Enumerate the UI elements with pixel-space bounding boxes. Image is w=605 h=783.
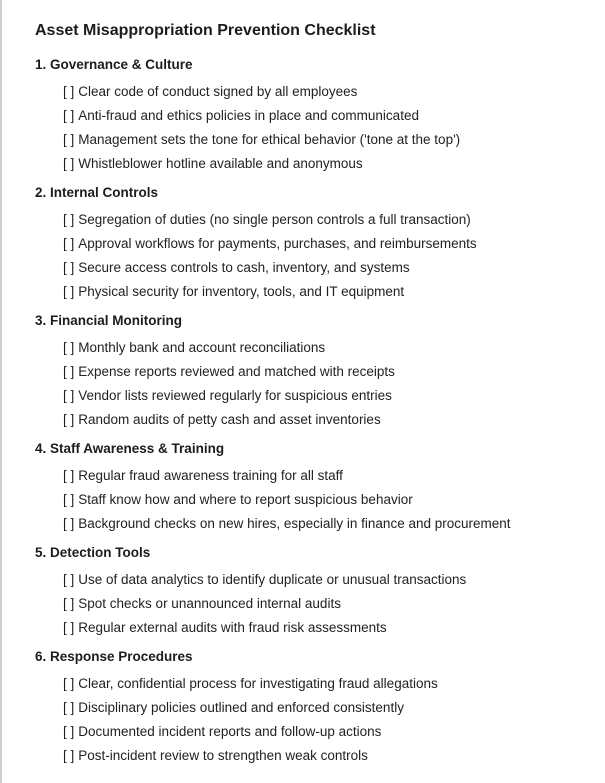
checklist-item-text: Post-incident review to strengthen weak controls bbox=[78, 748, 368, 763]
checklist-item bbox=[63, 725, 585, 739]
checklist-item-text: Secure access controls to cash, inventory, and systems bbox=[78, 260, 410, 275]
checklist-item bbox=[63, 517, 585, 531]
section-detection-tools bbox=[35, 545, 585, 635]
checklist-item-text: Clear, confidential process for investigating fraud allegations bbox=[78, 676, 438, 691]
checklist-item bbox=[63, 677, 585, 691]
checkbox-marker: [ ] bbox=[63, 108, 75, 123]
section-items bbox=[63, 213, 585, 299]
section-staff-awareness-training bbox=[35, 441, 585, 531]
checkbox-marker: [ ] bbox=[63, 468, 75, 483]
checklist-item-text: Physical security for inventory, tools, and IT equipment bbox=[78, 284, 405, 299]
checkbox-marker: [ ] bbox=[63, 596, 75, 611]
checklist-item bbox=[63, 389, 585, 403]
section-heading: 4. Staff Awareness & Training bbox=[35, 441, 225, 456]
checkbox-marker: [ ] bbox=[63, 364, 75, 379]
checklist-item bbox=[63, 341, 585, 355]
checklist-item bbox=[63, 469, 585, 483]
checkbox-marker: [ ] bbox=[63, 412, 75, 427]
section-governance-culture bbox=[35, 57, 585, 171]
checklist-item-text: Background checks on new hires, especially in finance and procurement bbox=[78, 516, 511, 531]
section-heading: 5. Detection Tools bbox=[35, 545, 151, 560]
section-heading: 3. Financial Monitoring bbox=[35, 313, 183, 328]
checkbox-marker: [ ] bbox=[63, 388, 75, 403]
section-heading: 1. Governance & Culture bbox=[35, 57, 193, 72]
checkbox-marker: [ ] bbox=[63, 620, 75, 635]
section-heading: 6. Response Procedures bbox=[35, 649, 193, 664]
checkbox-marker: [ ] bbox=[63, 572, 75, 587]
checklist-item-text: Clear code of conduct signed by all employees bbox=[78, 84, 358, 99]
checklist-item-text: Monthly bank and account reconciliations bbox=[78, 340, 326, 355]
checklist-item bbox=[63, 237, 585, 251]
section-items bbox=[63, 341, 585, 427]
checklist-item bbox=[63, 285, 585, 299]
checkbox-marker: [ ] bbox=[63, 492, 75, 507]
checklist-item-text: Whistleblower hotline available and anonymous bbox=[78, 156, 363, 171]
checklist-item-text: Disciplinary policies outlined and enforced consistently bbox=[78, 700, 404, 715]
checklist-item-text: Segregation of duties (no single person controls a full transaction) bbox=[78, 212, 471, 227]
checkbox-marker: [ ] bbox=[63, 724, 75, 739]
checklist-item bbox=[63, 157, 585, 171]
section-heading: 2. Internal Controls bbox=[35, 185, 159, 200]
checkbox-marker: [ ] bbox=[63, 236, 75, 251]
checklist-item-text: Random audits of petty cash and asset inventories bbox=[78, 412, 381, 427]
checkbox-marker: [ ] bbox=[63, 340, 75, 355]
checklist-item bbox=[63, 365, 585, 379]
checklist-item-text: Vendor lists reviewed regularly for suspicious entries bbox=[78, 388, 392, 403]
checklist-item bbox=[63, 261, 585, 275]
checkbox-marker: [ ] bbox=[63, 748, 75, 763]
checkbox-marker: [ ] bbox=[63, 212, 75, 227]
checkbox-marker: [ ] bbox=[63, 676, 75, 691]
checklist-item-text: Use of data analytics to identify duplicate or unusual transactions bbox=[78, 572, 467, 587]
checklist-item-text: Approval workflows for payments, purchases, and reimbursements bbox=[78, 236, 477, 251]
checklist-item bbox=[63, 597, 585, 611]
checkbox-marker: [ ] bbox=[63, 132, 75, 147]
checklist-item bbox=[63, 573, 585, 587]
section-items bbox=[63, 573, 585, 635]
checkbox-marker: [ ] bbox=[63, 156, 75, 171]
checkbox-marker: [ ] bbox=[63, 84, 75, 99]
checklist-item bbox=[63, 413, 585, 427]
section-financial-monitoring bbox=[35, 313, 585, 427]
checklist-item bbox=[63, 621, 585, 635]
checklist-item-text: Regular fraud awareness training for all staff bbox=[78, 468, 343, 483]
checklist-item bbox=[63, 133, 585, 147]
checklist-item bbox=[63, 213, 585, 227]
checklist-item-text: Spot checks or unannounced internal audits bbox=[78, 596, 341, 611]
checklist-item bbox=[63, 85, 585, 99]
checklist-item bbox=[63, 109, 585, 123]
checkbox-marker: [ ] bbox=[63, 260, 75, 275]
section-items bbox=[63, 469, 585, 531]
checklist-item bbox=[63, 701, 585, 715]
checklist-item-text: Anti-fraud and ethics policies in place and communicated bbox=[78, 108, 419, 123]
section-response-procedures bbox=[35, 649, 585, 763]
document-title: Asset Misappropriation Prevention Checklist bbox=[35, 22, 376, 39]
checkbox-marker: [ ] bbox=[63, 284, 75, 299]
checklist-item-text: Documented incident reports and follow-up actions bbox=[78, 724, 382, 739]
checklist-item-text: Regular external audits with fraud risk assessments bbox=[78, 620, 387, 635]
checkbox-marker: [ ] bbox=[63, 700, 75, 715]
checklist-item bbox=[63, 493, 585, 507]
checklist-item bbox=[63, 749, 585, 763]
section-items bbox=[63, 85, 585, 171]
checklist-item-text: Expense reports reviewed and matched with receipts bbox=[78, 364, 395, 379]
checkbox-marker: [ ] bbox=[63, 516, 75, 531]
checklist-item-text: Management sets the tone for ethical behavior ('tone at the top') bbox=[78, 132, 461, 147]
section-items bbox=[63, 677, 585, 763]
section-internal-controls bbox=[35, 185, 585, 299]
checklist-item-text: Staff know how and where to report suspicious behavior bbox=[78, 492, 413, 507]
